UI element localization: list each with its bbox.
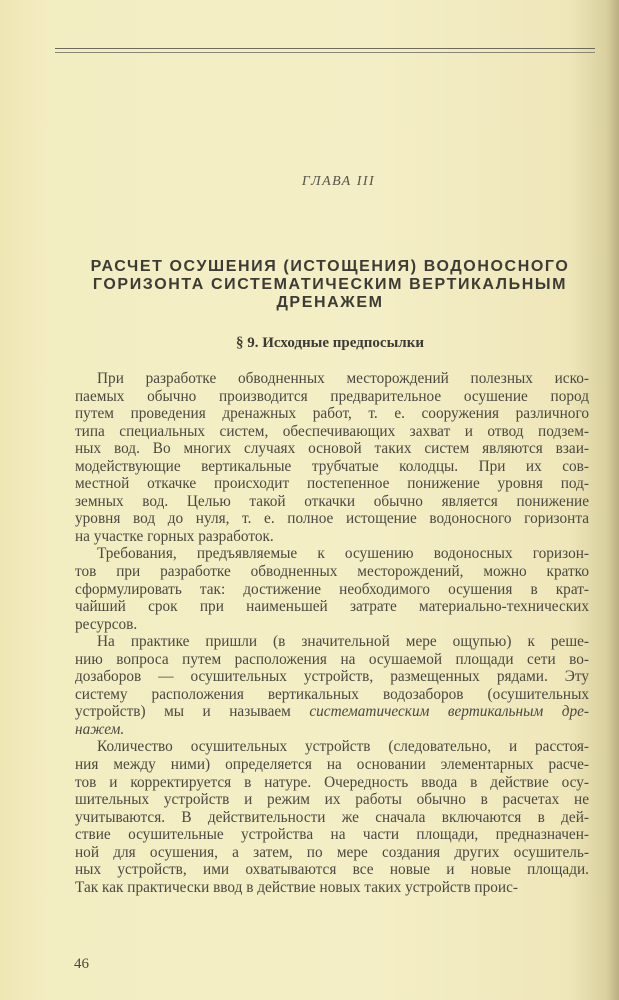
text-line bbox=[75, 545, 589, 563]
text-line bbox=[75, 388, 589, 406]
text-line bbox=[75, 458, 589, 476]
line-text: тов при разработке обводненных месторождений, можно кратко bbox=[75, 563, 589, 581]
line-text: ствие осушительные устройства на части площади, предназначен- bbox=[75, 826, 589, 844]
chapter-title bbox=[60, 258, 600, 312]
line-text: нию вопроса путем расположения на осушаемой площади сети во- bbox=[75, 650, 589, 668]
text-line bbox=[75, 493, 589, 511]
text-line bbox=[75, 651, 589, 669]
text-line bbox=[75, 370, 589, 388]
paragraph bbox=[75, 633, 589, 738]
paragraph bbox=[75, 738, 589, 896]
line-text: местной откачке происходит постепенное понижение уровня под- bbox=[75, 475, 589, 493]
text-line bbox=[75, 563, 589, 581]
chapter-title-line: ДРЕНАЖЕМ bbox=[276, 294, 384, 311]
line-text: типа специальных систем, обеспечивающих захват и отвод подзем- bbox=[75, 422, 589, 440]
text-line bbox=[75, 423, 589, 441]
text-line bbox=[75, 861, 589, 879]
text-line bbox=[75, 844, 589, 862]
text-line bbox=[75, 686, 589, 704]
text-line bbox=[75, 791, 589, 809]
header-rule-bottom bbox=[55, 52, 595, 53]
line-text: ной для осушения, а затем, по мере создания других осушитель- bbox=[75, 843, 589, 861]
line-text: Количество осушительных устройств (следовательно, и расстоя- bbox=[97, 738, 589, 756]
line-text: сформулировать так: достижение необходимого осушения в крат- bbox=[75, 580, 589, 598]
text-line bbox=[75, 598, 589, 616]
chapter-heading: ГЛАВА III bbox=[301, 174, 376, 189]
line-text: На практике пришли (в значительной мере ощупью) к реше- bbox=[97, 633, 589, 651]
line-text: на участке горных разработок. bbox=[75, 527, 274, 545]
line-text: модействующие вертикальные трубчатые колодцы. При их сов- bbox=[75, 457, 589, 475]
chapter-title-line: РАСЧЕТ ОСУШЕНИЯ (ИСТОЩЕНИЯ) ВОДОНОСНОГО bbox=[90, 258, 570, 275]
paragraph bbox=[75, 370, 589, 545]
line-text: дозаборов — осушительных устройств, размещенных рядами. Эту bbox=[75, 668, 589, 686]
line-text: Требования, предъявляемые к осушению водоносных горизон- bbox=[97, 545, 589, 563]
text-line bbox=[75, 581, 589, 599]
line-text: ния между ними) определяется на основании элементарных расче- bbox=[75, 756, 589, 774]
text-line bbox=[75, 738, 589, 756]
body-text bbox=[75, 370, 589, 896]
line-text: систему расположения вертикальных водозаборов (осушительных bbox=[75, 685, 589, 703]
text-line bbox=[75, 616, 589, 634]
emphasized-term: систематическим вертикальным дре- bbox=[309, 703, 589, 721]
line-text: тов и корректируется в натуре. Очередность ввода в действие осу- bbox=[75, 773, 589, 791]
emphasized-term: нажем. bbox=[75, 720, 125, 738]
line-text: ресурсов. bbox=[75, 615, 138, 633]
page-number: 46 bbox=[74, 956, 89, 972]
chapter-title-line: ГОРИЗОНТА СИСТЕМАТИЧЕСКИМ ВЕРТИКАЛЬНЫМ bbox=[92, 276, 568, 293]
line-text: ных устройств, ими охватываются все новые и новые площади. bbox=[75, 861, 589, 879]
line-text: чайший срок при наименьшей затрате материально-технических bbox=[75, 598, 589, 616]
text-line bbox=[75, 510, 589, 528]
line-text: земных вод. Целью такой откачки обычно является понижение bbox=[75, 492, 589, 510]
text-line bbox=[75, 475, 589, 493]
header-rule-top bbox=[55, 48, 595, 49]
paragraph bbox=[75, 545, 589, 633]
section-heading: § 9. Исходные предпосылки bbox=[236, 335, 424, 351]
line-text: При разработке обводненных месторождений полезных иско- bbox=[97, 370, 589, 387]
text-line bbox=[75, 721, 589, 739]
line-text: шительных устройств и режим их работы обычно в расчетах не bbox=[75, 791, 589, 809]
text-line bbox=[75, 826, 589, 844]
text-line bbox=[75, 668, 589, 686]
line-text: паемых обычно производится предварительное осушение пород bbox=[75, 387, 589, 405]
line-text: ных вод. Во многих случаях основой таких систем являются взаи- bbox=[75, 440, 589, 458]
line-text: устройств) мы и называем bbox=[75, 703, 310, 721]
text-line bbox=[75, 440, 589, 458]
text-line bbox=[75, 756, 589, 774]
text-line bbox=[75, 774, 589, 792]
text-line bbox=[75, 703, 589, 721]
line-text: уровня вод до нуля, т. е. полное истощение водоносного горизонта bbox=[75, 510, 589, 528]
text-line bbox=[75, 809, 589, 827]
text-line bbox=[75, 633, 589, 651]
text-line bbox=[75, 879, 589, 897]
text-line bbox=[75, 528, 589, 546]
text-line bbox=[75, 405, 589, 423]
line-text: Так как практически ввод в действие новых таких устройств проис- bbox=[75, 878, 518, 896]
line-text: учитываются. В действительности же сначала включаются в дей- bbox=[75, 808, 589, 826]
line-text: путем проведения дренажных работ, т. е. сооружения различного bbox=[75, 405, 589, 423]
